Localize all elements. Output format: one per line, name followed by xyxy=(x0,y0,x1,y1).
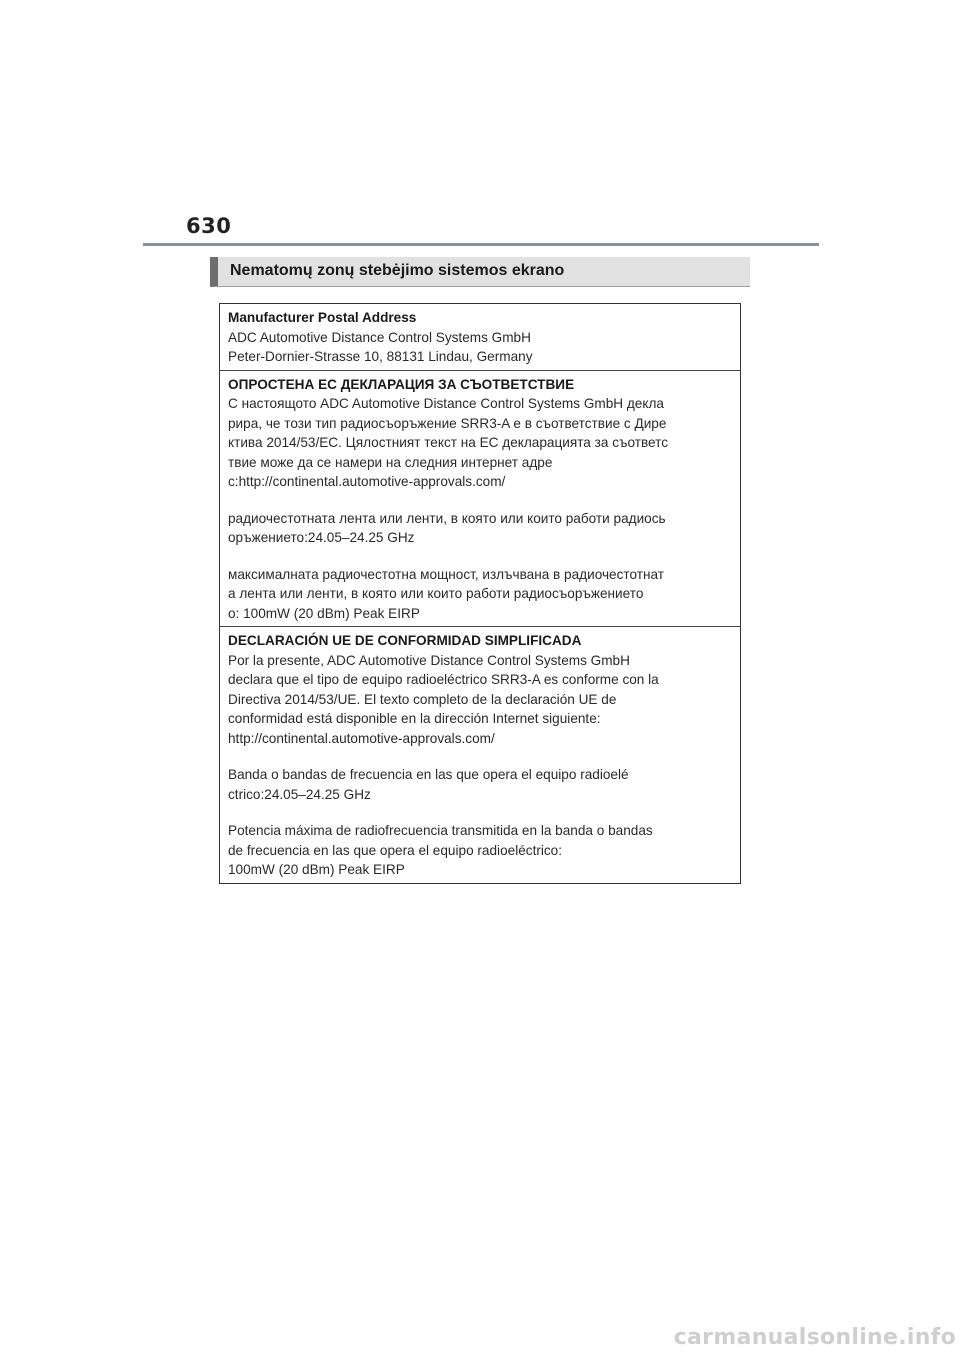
manufacturer-address-cell xyxy=(220,304,740,371)
spanish-text-line: conformidad está disponible en la dirección Internet siguiente: xyxy=(228,711,601,726)
bulgarian-power-line: а лента или ленти, в която или които работи радиосъоръжението xyxy=(228,586,644,601)
paragraph-gap xyxy=(228,748,732,765)
section-title: Nematomų zonų stebėjimo sistemos ekrano xyxy=(230,262,565,279)
bulgarian-text-line: ктива 2014/53/ЕС. Цялостният текст на ЕС декларацията за съответс xyxy=(228,435,669,450)
bulgarian-heading: ОПРОСТЕНА ЕС ДЕКЛАРАЦИЯ ЗА СЪОТВЕТСТВИЕ xyxy=(228,376,575,392)
manufacturer-line: Peter-Dornier-Strasse 10, 88131 Lindau, Germany xyxy=(228,349,533,364)
spanish-text-line: Directiva 2014/53/UE. El texto completo de la declaración UE de xyxy=(228,691,617,707)
spanish-power-line: Potencia máxima de radiofrecuencia transmitida en la banda o bandas xyxy=(228,823,653,838)
bulgarian-text-line: С настоящото ADC Automotive Distance Control Systems GmbH декла xyxy=(228,396,664,411)
spanish-power-line: 100mW (20 dBm) Peak EIRP xyxy=(228,862,405,877)
bulgarian-frequency-line: оръжението:24.05–24.25 GHz xyxy=(228,530,415,545)
bulgarian-declaration-cell xyxy=(220,371,740,628)
spanish-text-line: declara que el tipo de equipo radioeléctrico SRR3-A es conforme con la xyxy=(228,672,659,687)
bulgarian-power-line: о: 100mW (20 dBm) Peak EIRP xyxy=(228,605,420,621)
spanish-power-line: de frecuencia en las que opera el equipo radioeléctrico: xyxy=(228,842,563,858)
bulgarian-frequency-line: радиочестотната лента или ленти, в която или които работи радиось xyxy=(228,510,666,526)
bulgarian-text-line: рира, че този тип радиосъоръжение SRR3-A е в съответствие с Дире xyxy=(228,415,667,431)
bulgarian-url-line: с:http://continental.automotive-approvals.com/ xyxy=(228,474,506,489)
bulgarian-text-line: твие може да се намери на следния интернет адре xyxy=(228,454,553,470)
page-number: 630 xyxy=(186,214,232,238)
spanish-url-line: http://continental.automotive-approvals.com/ xyxy=(228,730,495,746)
spanish-declaration-cell xyxy=(220,627,740,883)
manufacturer-heading: Manufacturer Postal Address xyxy=(228,310,417,325)
paragraph-gap xyxy=(228,492,732,509)
manufacturer-line: ADC Automotive Distance Control Systems GmbH xyxy=(228,329,531,345)
section-title-bar xyxy=(210,257,750,287)
declaration-table xyxy=(219,303,741,884)
spanish-text-line: Por la presente, ADC Automotive Distance Control Systems GmbH xyxy=(228,652,630,668)
header-rule xyxy=(143,243,819,246)
paragraph-gap xyxy=(228,804,732,821)
spanish-heading: DECLARACIÓN UE DE CONFORMIDAD SIMPLIFICADA xyxy=(228,633,582,648)
watermark: carmanualsonline.info xyxy=(673,1325,956,1350)
bulgarian-power-line: максималната радиочестотна мощност, излъчвана в радиочестотнат xyxy=(228,566,664,582)
spanish-frequency-line: ctrico:24.05–24.25 GHz xyxy=(228,786,371,802)
spanish-frequency-line: Banda o bandas de frecuencia en las que opera el equipo radioelé xyxy=(228,767,629,782)
paragraph-gap xyxy=(228,548,732,565)
